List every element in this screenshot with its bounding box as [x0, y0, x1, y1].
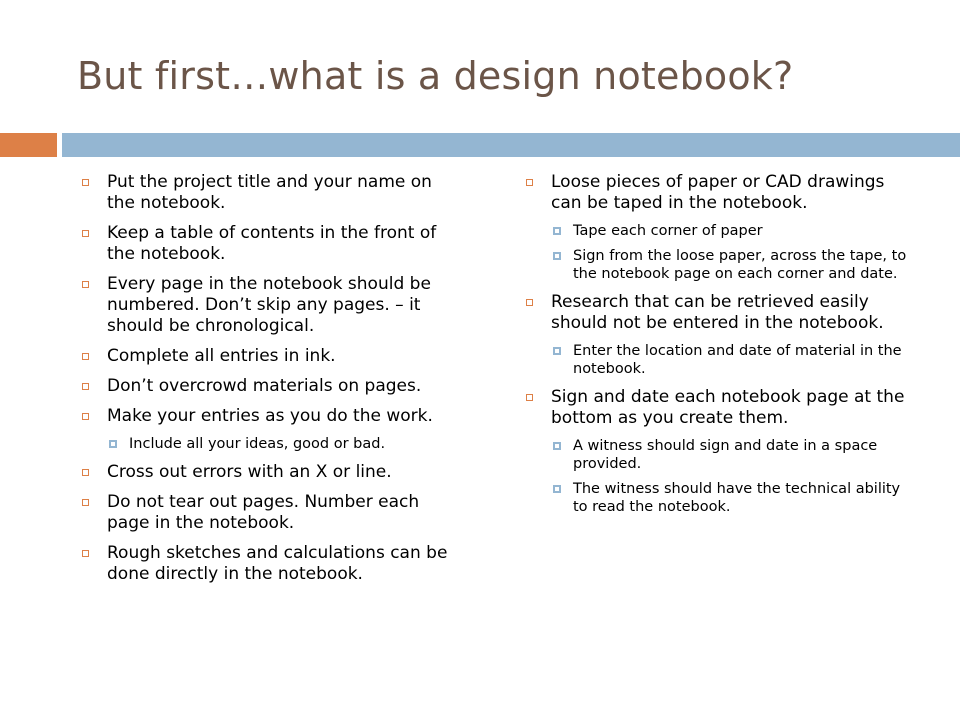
bullet-text: Keep a table of contents in the front of the notebook. [107, 223, 437, 264]
filled-square-bullet-icon [553, 252, 561, 260]
sub-bullet-list [551, 437, 914, 516]
bullet-text: Cross out errors with an X or line. [107, 462, 392, 482]
sub-bullet-text: Enter the location and date of material in the notebook. [573, 343, 902, 377]
sub-bullet-list [551, 222, 914, 283]
square-bullet-icon [82, 469, 89, 476]
sub-bullet-text: Tape each corner of paper [573, 223, 763, 239]
accent-bar-blue [62, 133, 960, 157]
bullet-list-left [80, 172, 460, 585]
bullet-item [80, 223, 460, 265]
square-bullet-icon [82, 550, 89, 557]
square-bullet-icon [82, 413, 89, 420]
bullet-text: Don’t overcrowd materials on pages. [107, 376, 422, 396]
square-bullet-icon [82, 179, 89, 186]
accent-bar-orange [0, 133, 57, 157]
bullet-text: Do not tear out pages. Number each page in the notebook. [107, 492, 420, 533]
filled-square-bullet-icon [553, 485, 561, 493]
sub-bullet-list [551, 342, 914, 378]
sub-bullet-item [551, 480, 914, 516]
square-bullet-icon [526, 394, 533, 401]
bullet-item [80, 346, 460, 367]
bullet-text: Research that can be retrieved easily should not be entered in the notebook. [551, 292, 884, 333]
square-bullet-icon [82, 499, 89, 506]
square-bullet-icon [82, 281, 89, 288]
bullet-list-right [524, 172, 914, 516]
left-column [80, 172, 460, 594]
filled-square-bullet-icon [553, 347, 561, 355]
sub-bullet-text: Include all your ideas, good or bad. [129, 436, 386, 452]
right-column [524, 172, 914, 525]
bullet-text: Sign and date each notebook page at the bottom as you create them. [551, 387, 905, 428]
bullet-item [524, 292, 914, 378]
sub-bullet-item [551, 437, 914, 473]
slide-title: But first…what is a design notebook? [77, 54, 794, 98]
bullet-item [524, 387, 914, 516]
sub-bullet-text: Sign from the loose paper, across the tape, to the notebook page on each corner and date. [573, 248, 907, 282]
square-bullet-icon [82, 353, 89, 360]
square-bullet-icon [526, 299, 533, 306]
bullet-text: Make your entries as you do the work. [107, 406, 433, 426]
filled-square-bullet-icon [109, 440, 117, 448]
sub-bullet-item [551, 247, 914, 283]
bullet-text: Rough sketches and calculations can be done directly in the notebook. [107, 543, 448, 584]
sub-bullet-item [551, 222, 914, 240]
sub-bullet-text: The witness should have the technical ability to read the notebook. [573, 481, 901, 515]
bullet-item [80, 462, 460, 483]
filled-square-bullet-icon [553, 442, 561, 450]
square-bullet-icon [526, 179, 533, 186]
bullet-item [80, 406, 460, 453]
square-bullet-icon [82, 230, 89, 237]
sub-bullet-item [551, 342, 914, 378]
bullet-item [80, 492, 460, 534]
bullet-text: Every page in the notebook should be numbered. Don’t skip any pages. – it should be chronological. [107, 274, 431, 336]
bullet-text: Put the project title and your name on the notebook. [107, 172, 432, 213]
filled-square-bullet-icon [553, 227, 561, 235]
bullet-item [80, 274, 460, 337]
sub-bullet-item [107, 435, 460, 453]
bullet-text: Loose pieces of paper or CAD drawings can be taped in the notebook. [551, 172, 885, 213]
bullet-item [80, 376, 460, 397]
square-bullet-icon [82, 383, 89, 390]
bullet-item [524, 172, 914, 283]
sub-bullet-list [107, 435, 460, 453]
bullet-item [80, 543, 460, 585]
bullet-item [80, 172, 460, 214]
bullet-text: Complete all entries in ink. [107, 346, 336, 366]
sub-bullet-text: A witness should sign and date in a space provided. [573, 438, 878, 472]
